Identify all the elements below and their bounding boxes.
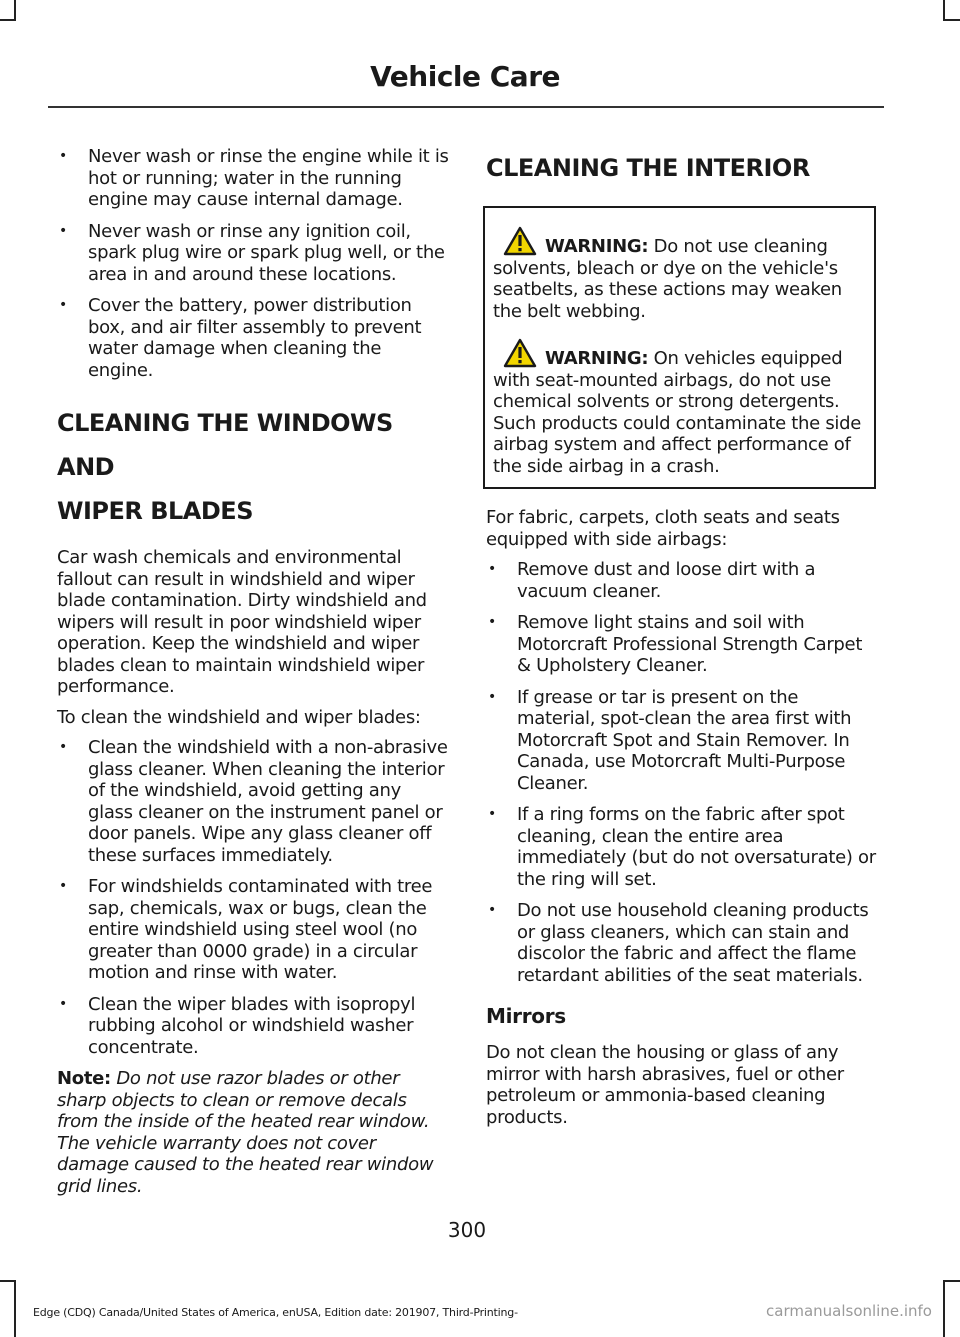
watermark: carmanualsonline.info [766,1302,932,1320]
list-item: • Never wash or rinse any ignition coil, spark plug wire or spark plug well, or the area in and around these locations. [57,221,449,286]
crop-mark [0,1280,16,1282]
warning-text: Do not use cleaning solvents, bleach or dye on the vehicle's seatbelts, as these actions may weaken the belt webbing. [493,236,842,322]
list-item: • If a ring forms on the fabric after spot cleaning, clean the entire area immediately (but do not oversaturate) or the ring will set. [486,804,879,890]
warning-paragraph [493,338,866,477]
crop-mark [943,19,960,21]
list-item: • Cover the battery, power distribution box, and air filter assembly to prevent water damage when cleaning the engine. [57,295,449,381]
note-text: Do not use razor blades or other sharp objects to clean or remove decals from the inside of the heated rear window. The vehicle warranty does not cover damage caused to the heated rear window grid lines. [57,1068,434,1197]
header-rule [48,106,884,108]
crop-mark [14,1280,16,1337]
list-item: • For windshields contaminated with tree sap, chemicals, wax or bugs, clean the entire windshield using steel wool (no greater than 0000 grade) in a circular motion and rinse with water. [57,876,449,984]
paragraph: To clean the windshield and wiper blades: [57,706,421,728]
warning-text: On vehicles equipped with seat-mounted airbags, do not use chemical solvents or strong detergents. Such products could contaminate the side airbag system and affect performance of the side airbag in a crash. [493,348,862,477]
paragraph: Do not clean the housing or glass of any mirror with harsh abrasives, fuel or other petroleum or ammonia-based cleaning products. [486,1042,844,1128]
note-label: Note: [57,1068,111,1089]
page-header-title: Vehicle Care [370,60,560,93]
paragraph: Car wash chemicals and environmental fallout can result in windshield and wiper blade contamination. Dirty windshield and wipers will result in poor windshield wiper operation. Keep the windshield and wiper blades clean to maintain windshield wiper performance. [57,547,427,697]
list-item: • Remove dust and loose dirt with a vacuum cleaner. [486,559,879,602]
paragraph: For fabric, carpets, cloth seats and seats equipped with side airbags: [486,507,840,550]
crop-mark [0,19,16,21]
crop-mark [943,1280,945,1337]
subsection-heading-mirrors: Mirrors [486,1004,566,1028]
interior-cleaning-list [486,559,879,986]
crop-mark [14,0,16,20]
warning-paragraph [493,226,866,322]
note-paragraph [57,1068,449,1197]
engine-cleaning-list [57,146,449,381]
list-item: • Remove light stains and soil with Motorcraft Professional Strength Carpet & Upholstery Cleaner. [486,612,879,677]
warning-triangle-icon [503,226,537,256]
list-item: • Clean the windshield with a non-abrasive glass cleaner. When cleaning the interior of the windshield, avoid getting any glass cleaner on the instrument panel or door panels. Wipe any glass cleaner off these surfaces immediately. [57,737,449,866]
list-item: • Clean the wiper blades with isopropyl rubbing alcohol or windshield washer concentrate. [57,994,449,1059]
page-number: 300 [447,1218,487,1242]
warning-label: WARNING: [545,348,649,369]
warning-box [483,206,876,489]
section-heading-windows [57,401,449,533]
crop-mark [943,0,945,20]
left-column [57,146,449,1197]
section-heading-interior: CLEANING THE INTERIOR [486,154,810,182]
warning-label: WARNING: [545,236,649,257]
list-item: • Do not use household cleaning products or glass cleaners, which can stain and discolor the fabric and affect the flame retardant abilities of the seat materials. [486,900,879,986]
list-item: • If grease or tar is present on the material, spot-clean the area first with Motorcraft Spot and Stain Remover. In Canada, use Motorcraft Multi-Purpose Cleaner. [486,687,879,795]
heading-line: WIPER BLADES [57,497,253,525]
list-item: • Never wash or rinse the engine while it is hot or running; water in the running engine may cause internal damage. [57,146,449,211]
windshield-cleaning-list [57,737,449,1058]
warning-triangle-icon [503,338,537,368]
footer-edition: Edge (CDQ) Canada/United States of America, enUSA, Edition date: 201907, Third-Printing- [33,1306,518,1319]
crop-mark [943,1280,960,1282]
right-column [486,146,879,1137]
heading-line: CLEANING THE WINDOWS AND [57,409,393,481]
